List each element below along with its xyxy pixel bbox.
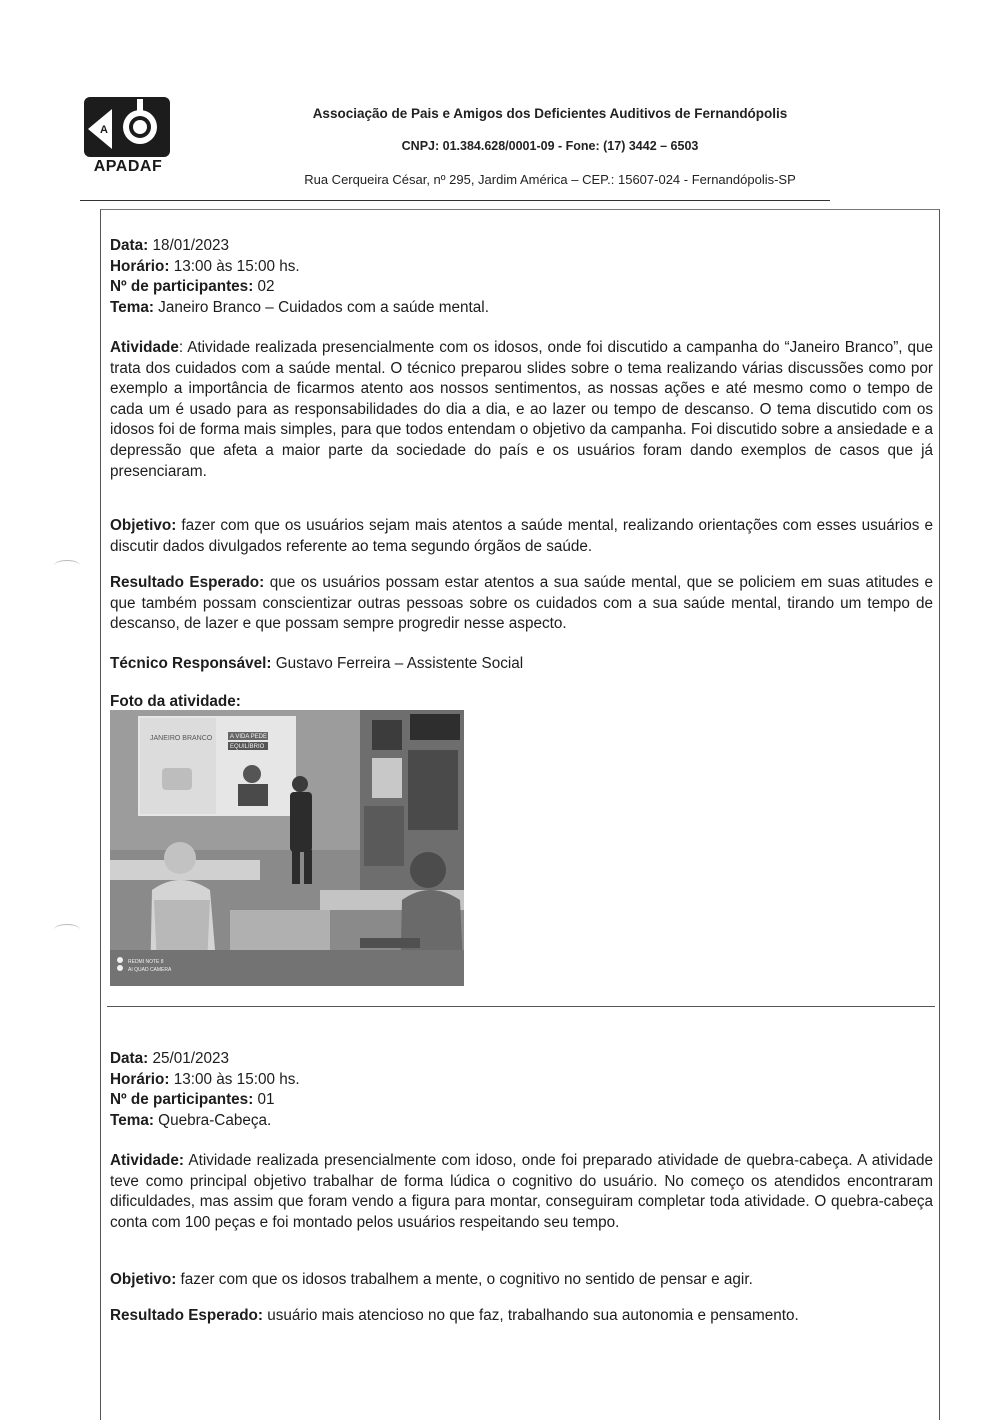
entry2-time: Horário: 13:00 às 15:00 hs. <box>110 1070 300 1088</box>
entry2-activity: Atividade: Atividade realizada presencialmente com idoso, onde foi preparado atividade de quebra-cabeça. A atividade teve como principal objetivo trabalhar de forma lúdica o cognitivo do usuário. No começo os atendidos encontraram dificuldades, mas assim que foram vendo a figura para montar, conseguiram completar toda atividade. O quebra-cabeça conta com 100 peças e foi montado pelos usuários respeitando seu tempo. <box>110 1152 933 1231</box>
entry1-date: Data: 18/01/2023 <box>110 237 230 254</box>
entry1-time: Horário: 13:00 às 15:00 hs. <box>110 257 300 275</box>
entry2-objective: Objetivo: fazer com que os idosos trabalhem a mente, o cognitivo no sentido de pensar e agir. <box>110 1271 753 1288</box>
scan-mark <box>54 924 80 935</box>
entry-separator <box>107 1006 935 1007</box>
cnpj-phone: CNPJ: 01.384.628/0001-09 - Fone: (17) 3442 – 6503 <box>401 139 699 153</box>
entry1-meta <box>110 236 933 318</box>
entry1-result: Resultado Esperado: que os usuários possam estar atentos a sua saúde mental, que se policiem em suas atitudes e que também possam conscientizar outras pessoas sobre os cuidados com a sua saúde mental, tirando um tempo de descanso, de lazer e que possam sempre progredir nesse aspecto. <box>110 574 934 633</box>
entry2-date: Data: 25/01/2023 <box>110 1050 230 1067</box>
header-rule <box>80 200 830 201</box>
entry2-result: Resultado Esperado: usuário mais atencioso no que faz, trabalhando sua autonomia e pensamento. <box>110 1307 799 1324</box>
entry1-activity: Atividade: Atividade realizada presencialmente com os idosos, onde foi discutido a campanha do “Janeiro Branco”, que trata dos cuidados com a saúde mental. O técnico preparou slides sobre o tema realizando várias discussões como por exemplo a importância de ficarmos atento aos nossos sentimentos, as nossas ações e até mesmo como o tempo de cada um é usado para as responsabilidades do dia a dia, e ao lazer ou tempo de descanso. O tema discutido com os idosos foi de forma mais simples, para que todos entendam o objetivo da campanha. Foi discutido sobre a ansiedade e a depressão que afeta a maior parte da sociedade do país e os usuários foram dando exemplos de casos que já presenciaram. <box>110 339 933 480</box>
org-name: Associação de Pais e Amigos dos Deficientes Auditivos de Fernandópolis <box>312 106 788 121</box>
address: Rua Cerqueira César, nº 295, Jardim América – CEP.: 15607-024 - Fernandópolis-SP <box>304 172 796 187</box>
entry1-theme: Tema: Janeiro Branco – Cuidados com a saúde mental. <box>110 298 489 316</box>
slide-right-text-1: A VIDA PEDE <box>230 734 268 740</box>
photo-watermark-1: REDMI NOTE 8 <box>128 959 164 965</box>
activity-photo <box>110 710 464 986</box>
entry1-participants: Nº de participantes: 02 <box>110 278 275 296</box>
scan-mark <box>54 560 80 571</box>
logo-text: APADAF <box>93 158 163 175</box>
entry2-participants: Nº de participantes: 01 <box>110 1091 275 1109</box>
slide-right-text-2: EQUILÍBRIO <box>230 744 265 750</box>
logo-letter: A <box>100 124 108 136</box>
entry1-technician: Técnico Responsável: Gustavo Ferreira – Assistente Social <box>110 655 524 672</box>
slide-left-text: JANEIRO BRANCO <box>150 735 213 742</box>
entry1-objective: Objetivo: fazer com que os usuários sejam mais atentos a saúde mental, realizando orientações com esses usuários e discutir dados divulgados referente ao tema segundo órgãos de saúde. <box>110 517 933 555</box>
entry2-meta <box>110 1049 933 1131</box>
entry2-theme: Tema: Quebra-Cabeça. <box>110 1111 272 1129</box>
photo-watermark-2: AI QUAD CAMERA <box>128 967 172 973</box>
entry1-photo-label: Foto da atividade: <box>110 693 241 710</box>
